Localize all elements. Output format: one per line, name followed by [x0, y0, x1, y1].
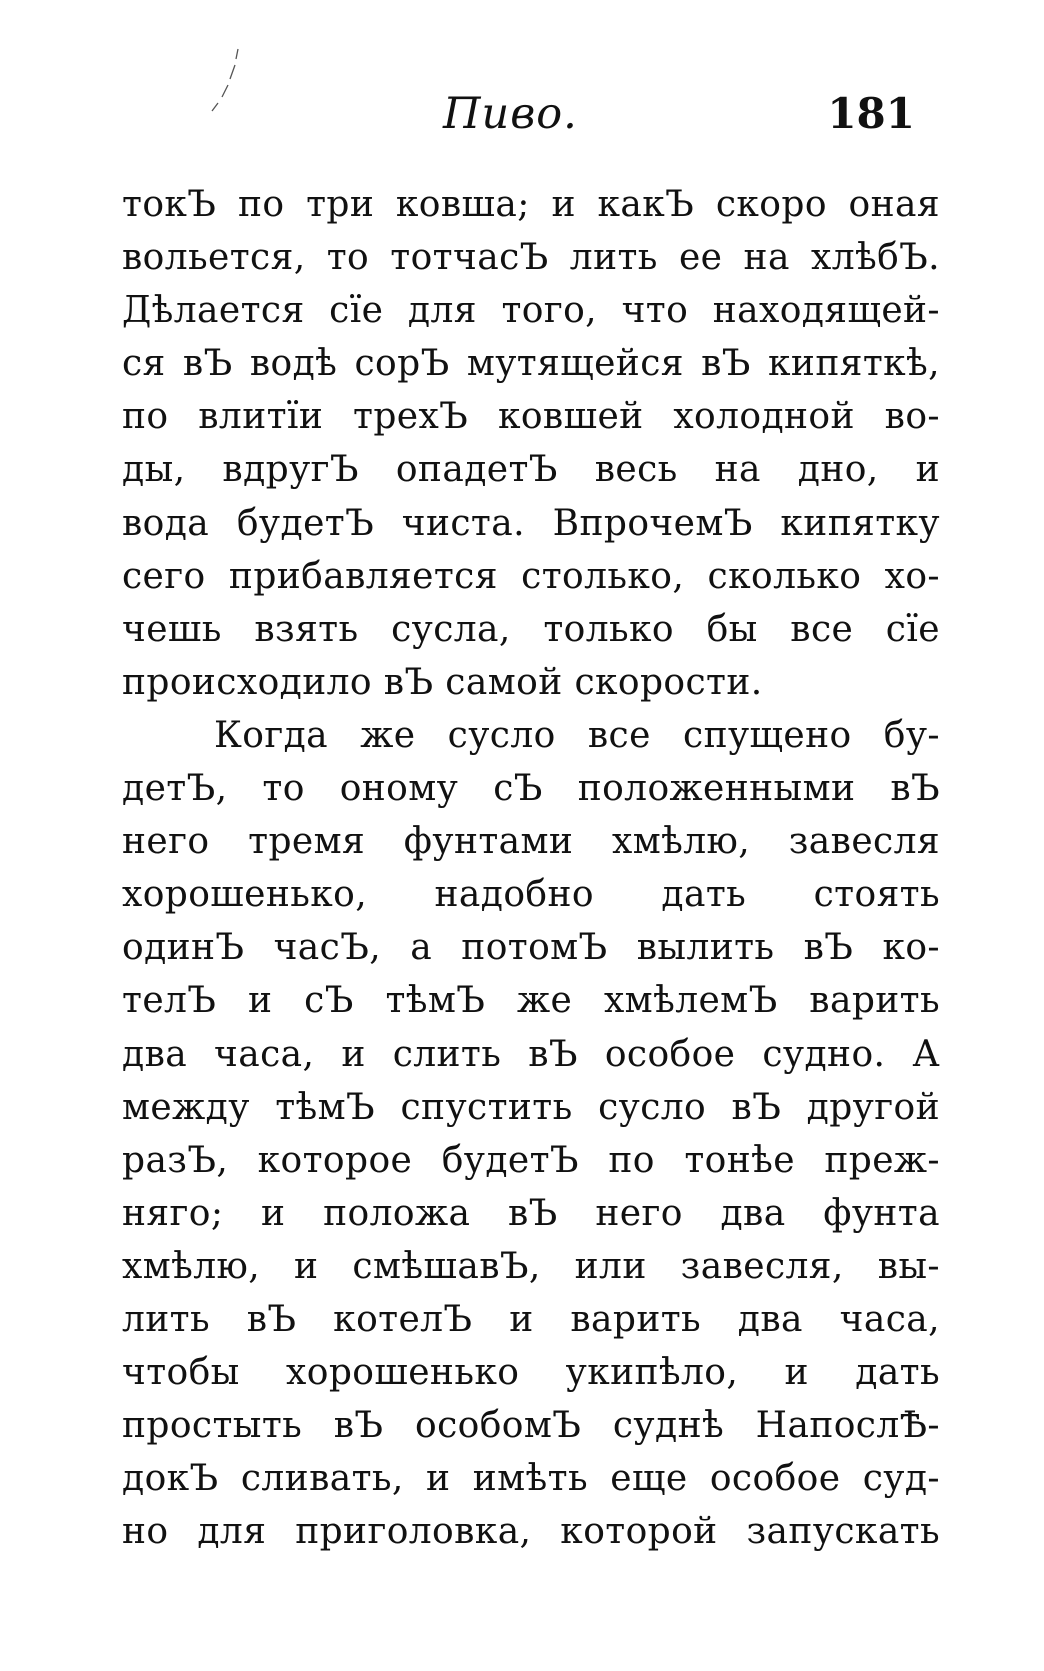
text-line: ся вЪ водѣ сорЪ мутящейся вЪ кипяткѣ, — [122, 343, 940, 385]
running-head — [125, 88, 935, 148]
text-line: происходило вЪ самой скорости. — [122, 661, 763, 703]
text-line: два часа, и слить вЪ особое судно. А — [122, 1033, 940, 1075]
text-line: докЪ сливать, и имѣть еще особое суд- — [122, 1458, 940, 1500]
running-title: Пиво. — [443, 89, 578, 139]
paragraph-start-line: Когда же сусло все спущено бу- — [214, 714, 940, 756]
text-line: хорошенько, надобно дать стоять — [122, 874, 940, 916]
text-line: чтобы хорошенько укипѣло, и дать — [122, 1352, 940, 1394]
page-number: 181 — [827, 89, 915, 138]
text-line: но для приголовка, которой запускать — [122, 1511, 940, 1553]
text-line: вода будетЪ чиста. ВпрочемЪ кипятку — [122, 502, 940, 544]
text-line: лить вЪ котелЪ и варить два часа, — [122, 1298, 940, 1340]
text-line: телЪ и сЪ тѣмЪ же хмѣлемЪ варить — [122, 980, 940, 1022]
text-line: токЪ по три ковша; и какЪ скоро оная — [122, 184, 940, 225]
text-line: Дѣлается сїе для того, что находящей- — [122, 290, 940, 332]
body-text — [122, 178, 940, 1558]
text-line: по влитїи трехЪ ковшей холодной во- — [122, 396, 940, 438]
text-line: хмѣлю, и смѣшавЪ, или завесля, вы- — [122, 1245, 940, 1287]
text-line: него тремя фунтами хмѣлю, завесля — [122, 821, 940, 863]
text-line: вольется, то тотчасЪ лить ее на хлѣбЪ. — [122, 237, 940, 279]
text-line: простыть вЪ особомЪ суднѣ НапослѢ- — [122, 1405, 940, 1447]
text-line: чешь взять сусла, только бы все сїе — [122, 608, 940, 650]
text-line: ды, вдругЪ опадетЪ весь на дно, и — [122, 449, 940, 491]
text-line: детЪ, то оному сЪ положенными вЪ — [122, 768, 940, 810]
text-line: сего прибавляется столько, сколько хо- — [122, 555, 940, 597]
text-line: между тѣмЪ спустить сусло вЪ другой — [122, 1086, 940, 1128]
text-line: няго; и положа вЪ него два фунта — [122, 1192, 940, 1234]
text-line: разЪ, которое будетЪ по тонѣе преж- — [122, 1139, 940, 1181]
text-line: одинЪ часЪ, а потомЪ вылить вЪ ко- — [122, 927, 940, 969]
